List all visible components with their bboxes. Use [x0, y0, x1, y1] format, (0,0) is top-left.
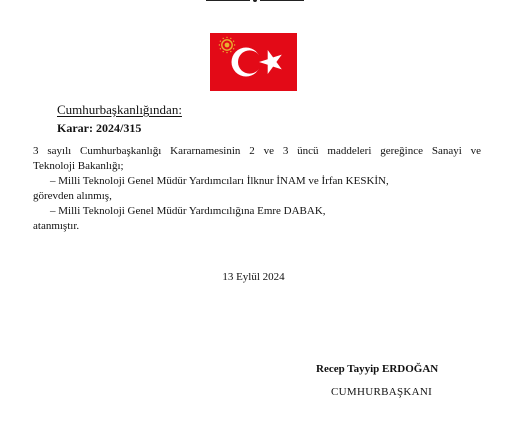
- intro-line-1: 3 sayılı Cumhurbaşkanlığı Kararnamesinin 2 ve 3 üncü maddeleri gereğince Sanayi ve: [33, 145, 481, 157]
- top-rule-left: [206, 0, 250, 1]
- decision-number: Karar: 2024/315: [57, 121, 142, 135]
- signer-title: CUMHURBAŞKANI: [331, 386, 433, 398]
- intro-line-2: Teknoloji Bakanlığı;: [33, 160, 124, 172]
- appointment-item: – Milli Teknoloji Genel Müdür Yardımcılığına Emre DABAK,: [50, 205, 326, 217]
- decision-body: [33, 144, 481, 234]
- decision-date: 13 Eylül 2024: [222, 271, 285, 283]
- dismissal-item: – Milli Teknoloji Genel Müdür Yardımcıları İlknur İNAM ve İrfan KESKİN,: [50, 175, 389, 187]
- top-ornament-dot: [253, 0, 257, 2]
- signer-name: Recep Tayyip ERDOĞAN: [316, 363, 439, 375]
- issuer-title: Cumhurbaşkanlığından:: [57, 102, 182, 117]
- top-rule-right: [260, 0, 304, 1]
- appointment-item-continuation: atanmıştır.: [33, 220, 80, 232]
- dismissal-item-continuation: görevden alınmış,: [33, 190, 112, 202]
- turkish-flag-icon: [210, 33, 297, 91]
